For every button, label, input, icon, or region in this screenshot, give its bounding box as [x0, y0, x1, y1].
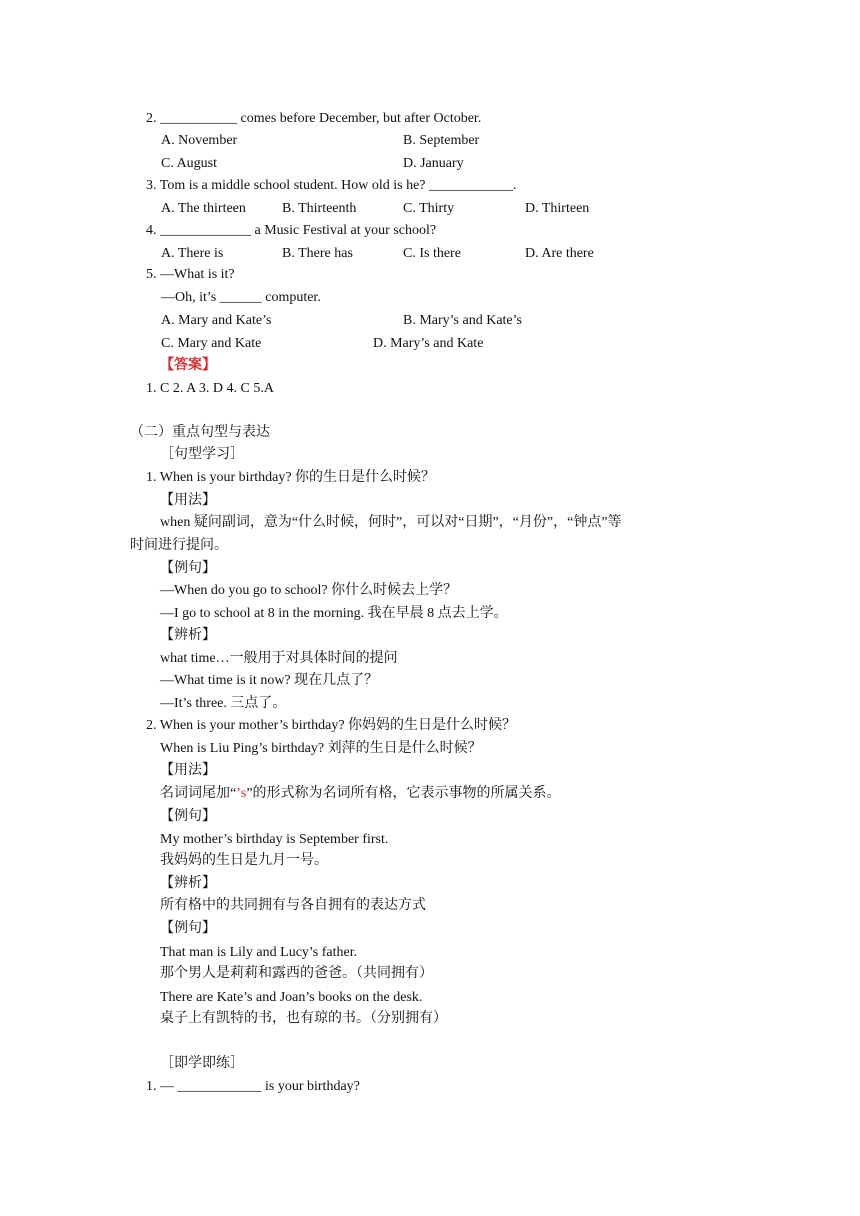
pattern-1-usage-line-1: when 疑问副词，意为“什么时候，何时”，可以对“日期”，“月份”，“钟点”等 [160, 515, 622, 530]
question-3-option-b: B. Thirteenth [282, 201, 357, 216]
question-3-option-d: D. Thirteen [525, 201, 590, 216]
pattern-1-example-label: 【例句】 [160, 561, 216, 576]
pattern-1-analysis-3: —It’s three. 三点了。 [160, 696, 287, 711]
pattern-2-example-1: My mother’s birthday is September first. [160, 832, 389, 847]
pattern-1-analysis-label: 【辨析】 [160, 628, 216, 643]
question-4-option-a: A. There is [161, 246, 224, 261]
pattern-2-example2-label: 【例句】 [160, 921, 216, 936]
pattern-1-usage-line-2: 时间进行提问。 [130, 538, 228, 553]
question-2-option-b: B. September [403, 133, 480, 148]
pattern-2-example-3: That man is Lily and Lucy’s father. [160, 945, 358, 960]
question-5-line-2: —Oh, it’s ______ computer. [161, 290, 321, 305]
possessive-suffix: ’s [236, 786, 247, 801]
practice-heading: ［即学即练］ [160, 1056, 244, 1071]
section-title: （二）重点句型与表达 [130, 425, 270, 440]
question-3-option-c: C. Thirty [403, 201, 455, 216]
usage-prefix: 名词词尾加“ [160, 786, 237, 801]
question-4-stem: 4. _____________ a Music Festival at your school? [146, 223, 437, 238]
question-5-option-c: C. Mary and Kate [161, 336, 262, 351]
pattern-2-example-4: 那个男人是莉莉和露西的爸爸。（共同拥有） [160, 966, 433, 981]
pattern-1-example-1: —When do you go to school? 你什么时候去上学？ [160, 583, 458, 598]
question-2-stem: 2. ___________ comes before December, but after October. [146, 111, 482, 126]
pattern-2-analysis-label: 【辨析】 [160, 876, 216, 891]
question-5-stem: 5. —What is it? [146, 267, 235, 282]
answer-key: 1. C 2. A 3. D 4. C 5.A [146, 381, 274, 396]
pattern-2-usage-label: 【用法】 [160, 763, 216, 778]
question-4-option-b: B. There has [282, 246, 353, 261]
pattern-1-sentence: 1. When is your birthday? 你的生日是什么时候？ [146, 470, 436, 485]
question-3-stem: 3. Tom is a middle school student. How old is he? ____________. [146, 178, 517, 193]
pattern-2-analysis-1: 所有格中的共同拥有与各自拥有的表达方式 [160, 898, 426, 913]
question-2-option-c: C. August [161, 156, 218, 171]
question-5-option-a: A. Mary and Kate’s [161, 313, 272, 328]
question-4-option-d: D. Are there [525, 246, 594, 261]
question-2-option-d: D. January [403, 156, 464, 171]
pattern-2-example-6: 桌子上有凯特的书，也有琼的书。（分别拥有） [160, 1011, 447, 1026]
answer-label: 【答案】 [160, 358, 216, 373]
pattern-2-example-2: 我妈妈的生日是九月一号。 [160, 853, 328, 868]
question-5-option-d: D. Mary’s and Kate [373, 336, 484, 351]
pattern-1-example-2: —I go to school at 8 in the morning. 我在早晨 8 点去上学。 [160, 606, 508, 621]
pattern-2-sentence-1: 2. When is your mother’s birthday? 你妈妈的生日是什么时候？ [146, 718, 517, 733]
pattern-1-usage-label: 【用法】 [160, 493, 216, 508]
pattern-1-analysis-1: what time…一般用于对具体时间的提问 [160, 651, 398, 666]
usage-suffix: ”的形式称为名词所有格，它表示事物的所属关系。 [246, 786, 561, 801]
pattern-2-example-label: 【例句】 [160, 809, 216, 824]
pattern-2-usage-line [160, 785, 561, 803]
pattern-1-analysis-2: —What time is it now? 现在几点了？ [160, 673, 379, 688]
sentence-learning-heading: ［句型学习］ [160, 447, 244, 462]
pattern-2-sentence-2: When is Liu Ping’s birthday? 刘萍的生日是什么时候？ [160, 741, 482, 756]
question-4-option-c: C. Is there [403, 246, 461, 261]
question-3-option-a: A. The thirteen [161, 201, 246, 216]
question-5-option-b: B. Mary’s and Kate’s [403, 313, 522, 328]
pattern-2-example-5: There are Kate’s and Joan’s books on the desk. [160, 990, 423, 1005]
question-2-option-a: A. November [161, 133, 238, 148]
practice-question-1: 1. — ____________ is your birthday? [146, 1079, 360, 1094]
